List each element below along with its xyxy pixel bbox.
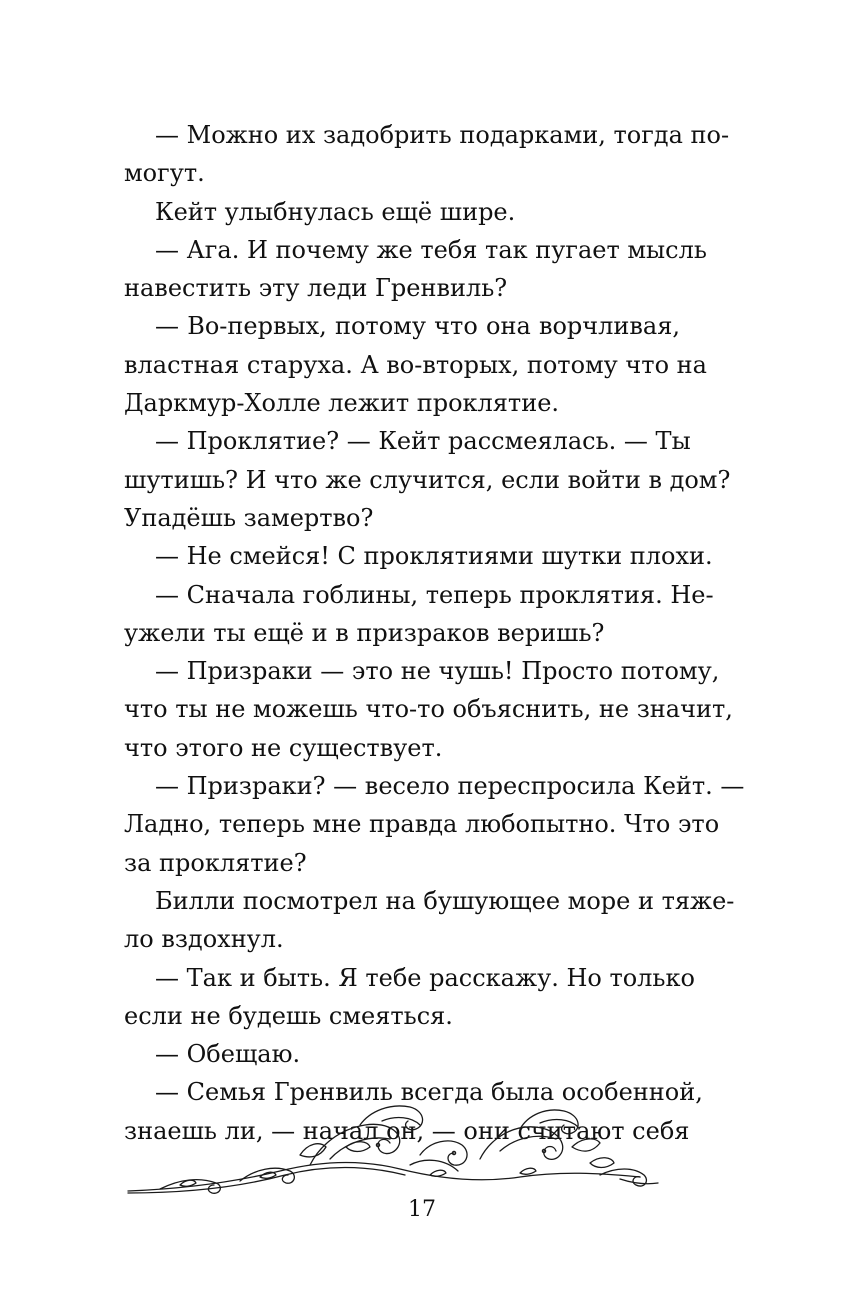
text-line: — Можно их задобрить подарками, тогда по- [155,121,730,149]
text-line: если не будешь смеяться. [124,1001,453,1030]
text-line: Билли посмотрел на бушующее море и тяже- [155,886,735,915]
text-line: — Призраки? — весело переспросила Кейт. — [155,772,745,801]
text-line: — Призраки — это не чушь! Просто потому, [155,657,720,686]
text-line: — Ага. И почему же тебя так пугает мысль [155,235,707,264]
page-number: 17 [408,1197,436,1222]
body-text [124,116,745,1150]
text-line: ужели ты ещё и в призраков веришь? [124,618,605,647]
text-line: ло вздохнул. [124,925,284,954]
text-line: шутишь? И что же случится, если войти в дом? [124,465,731,494]
text-line: что ты не можешь что-то объяснить, не значит, [124,695,733,724]
text-line: — Не смейся! С проклятиями шутки плохи. [155,542,713,571]
text-line: — Проклятие? — Кейт рассмеялась. — Ты [155,427,691,456]
floral-flourish-divider-icon [120,1085,690,1205]
text-line: Кейт улыбнулась ещё шире. [155,197,516,226]
text-line: за проклятие? [124,848,307,877]
text-line: могут. [124,159,205,188]
text-line: — Семья Гренвиль всегда была особенной, [155,1078,703,1107]
text-line: что этого не существует. [124,733,443,762]
text-line: — Во-первых, потому что она ворчливая, [155,312,680,341]
text-line: — Обещаю. [155,1040,301,1069]
text-line: навестить эту леди Гренвиль? [124,274,508,303]
text-line: властная старуха. А во-вторых, потому что на [124,350,707,379]
text-line: Ладно, теперь мне правда любопытно. Что это [124,810,720,839]
text-line: Даркмур-Холле лежит проклятие. [124,389,560,418]
text-line: знаешь ли, — начал он, — они считают себя [124,1116,690,1145]
text-line: — Так и быть. Я тебе расскажу. Но только [155,963,695,992]
text-line: Упадёшь замертво? [124,503,374,532]
text-line: — Сначала гоблины, теперь проклятия. Не- [155,580,714,609]
